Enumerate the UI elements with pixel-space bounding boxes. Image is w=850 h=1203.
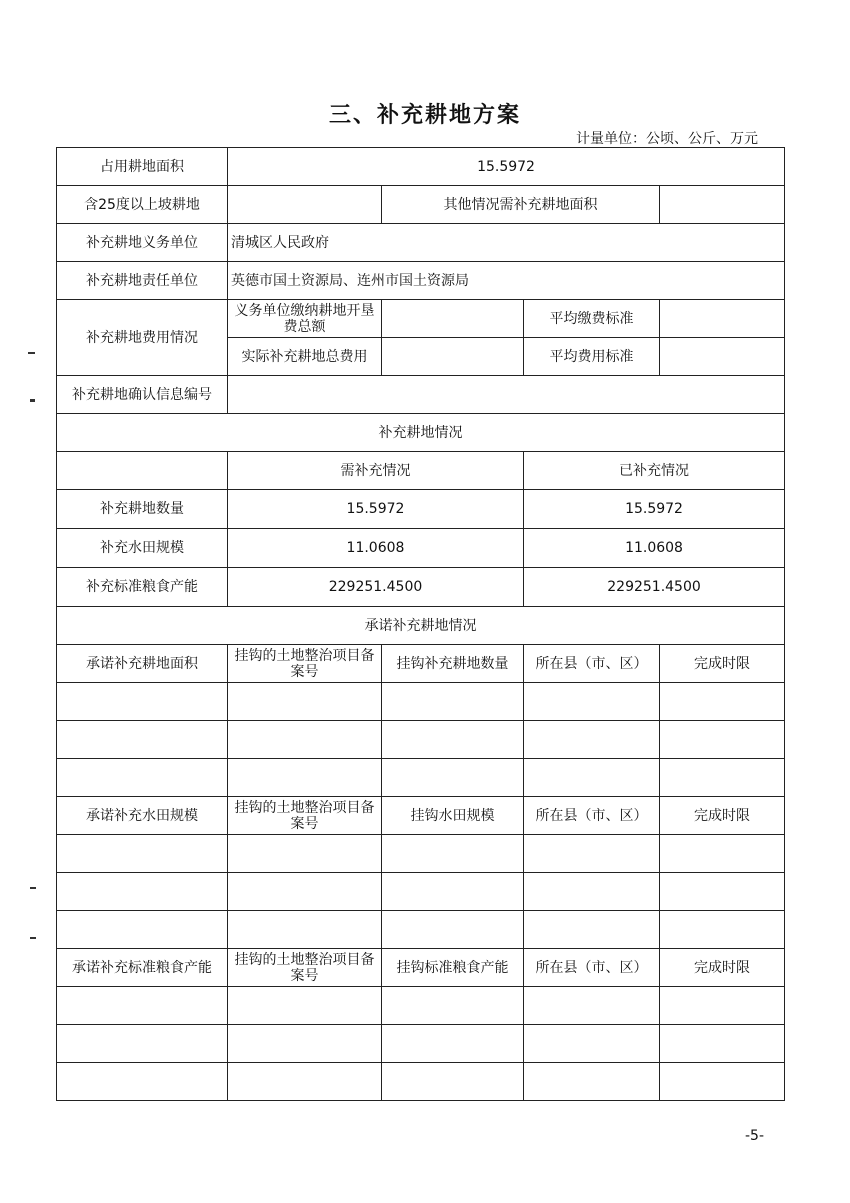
- occupied-area-label: 占用耕地面积: [57, 148, 228, 186]
- obligation-unit-row: [57, 224, 785, 262]
- promise-section-row: [57, 607, 785, 645]
- supplement-row-done: 229251.4500: [524, 568, 785, 607]
- occupied-area-row: [57, 148, 785, 186]
- promise-col-4: 所在县（市、区）: [524, 797, 660, 835]
- binding-mark: [30, 937, 36, 939]
- paid-total-value: [382, 300, 524, 338]
- supplement-row-done: 11.0608: [524, 529, 785, 568]
- paid-total-label: 义务单位缴纳耕地开垦费总额: [228, 300, 382, 338]
- unit-note: 计量单位：公顷、公斤、万元: [576, 131, 758, 147]
- responsible-unit-label: 补充耕地责任单位: [57, 262, 228, 300]
- promise-col-5: 完成时限: [660, 949, 785, 987]
- promise-section-title: 承诺补充耕地情况: [57, 607, 785, 645]
- supplement-row-label: 补充耕地数量: [57, 490, 228, 529]
- promise-col-1: 承诺补充水田规模: [57, 797, 228, 835]
- supplement-row-label: 补充标准粮食产能: [57, 568, 228, 607]
- supplement-row-needed: 11.0608: [228, 529, 524, 568]
- supplement-col-done: 已补充情况: [524, 452, 785, 490]
- supplement-header-empty: [57, 452, 228, 490]
- supplement-plan-table: [56, 147, 785, 1101]
- supplement-row-needed: 229251.4500: [228, 568, 524, 607]
- avg-cost-label: 平均费用标准: [524, 338, 660, 376]
- supplement-row-needed: 15.5972: [228, 490, 524, 529]
- supplement-row: [57, 568, 785, 607]
- supplement-row-label: 补充水田规模: [57, 529, 228, 568]
- responsible-unit-value: 英德市国土资源局、连州市国土资源局: [228, 262, 785, 300]
- promise-header-row: [57, 645, 785, 683]
- promise-empty-row: [57, 759, 785, 797]
- binding-mark: [28, 352, 35, 354]
- promise-col-5: 完成时限: [660, 645, 785, 683]
- promise-empty-row: [57, 1063, 785, 1101]
- obligation-unit-label: 补充耕地义务单位: [57, 224, 228, 262]
- supplement-row-done: 15.5972: [524, 490, 785, 529]
- supplement-header-row: [57, 452, 785, 490]
- supplement-row: [57, 529, 785, 568]
- promise-empty-row: [57, 835, 785, 873]
- avg-payment-label: 平均缴费标准: [524, 300, 660, 338]
- promise-empty-row: [57, 683, 785, 721]
- promise-col-5: 完成时限: [660, 797, 785, 835]
- promise-col-2: 挂钩的土地整治项目备案号: [228, 645, 382, 683]
- page-number: -5-: [744, 1128, 764, 1144]
- cost-row-1: [57, 300, 785, 338]
- avg-cost-value: [660, 338, 785, 376]
- promise-empty-row: [57, 1025, 785, 1063]
- supplement-row: [57, 490, 785, 529]
- supplement-section-title: 补充耕地情况: [57, 414, 785, 452]
- occupied-area-value: 15.5972: [228, 148, 785, 186]
- slope-label: 含25度以上坡耕地: [57, 186, 228, 224]
- actual-total-value: [382, 338, 524, 376]
- promise-col-4: 所在县（市、区）: [524, 645, 660, 683]
- promise-empty-row: [57, 911, 785, 949]
- avg-payment-value: [660, 300, 785, 338]
- binding-mark: [30, 887, 36, 889]
- confirm-no-value: [228, 376, 785, 414]
- obligation-unit-value: 清城区人民政府: [228, 224, 785, 262]
- promise-col-3: 挂钩补充耕地数量: [382, 645, 524, 683]
- confirm-no-row: [57, 376, 785, 414]
- promise-col-4: 所在县（市、区）: [524, 949, 660, 987]
- promise-header-row: [57, 949, 785, 987]
- confirm-no-label: 补充耕地确认信息编号: [57, 376, 228, 414]
- supplement-col-needed: 需补充情况: [228, 452, 524, 490]
- promise-header-row: [57, 797, 785, 835]
- promise-col-1: 承诺补充标准粮食产能: [57, 949, 228, 987]
- promise-col-2: 挂钩的土地整治项目备案号: [228, 949, 382, 987]
- slope-row: [57, 186, 785, 224]
- promise-empty-row: [57, 873, 785, 911]
- slope-value: [228, 186, 382, 224]
- other-need-value: [660, 186, 785, 224]
- responsible-unit-row: [57, 262, 785, 300]
- actual-total-label: 实际补充耕地总费用: [228, 338, 382, 376]
- supplement-section-row: [57, 414, 785, 452]
- page-title: 三、补充耕地方案: [328, 103, 521, 128]
- promise-col-1: 承诺补充耕地面积: [57, 645, 228, 683]
- promise-col-3: 挂钩标准粮食产能: [382, 949, 524, 987]
- promise-empty-row: [57, 987, 785, 1025]
- promise-col-2: 挂钩的土地整治项目备案号: [228, 797, 382, 835]
- binding-mark: [30, 399, 35, 402]
- cost-label: 补充耕地费用情况: [57, 300, 228, 376]
- promise-empty-row: [57, 721, 785, 759]
- other-need-label: 其他情况需补充耕地面积: [382, 186, 660, 224]
- promise-col-3: 挂钩水田规模: [382, 797, 524, 835]
